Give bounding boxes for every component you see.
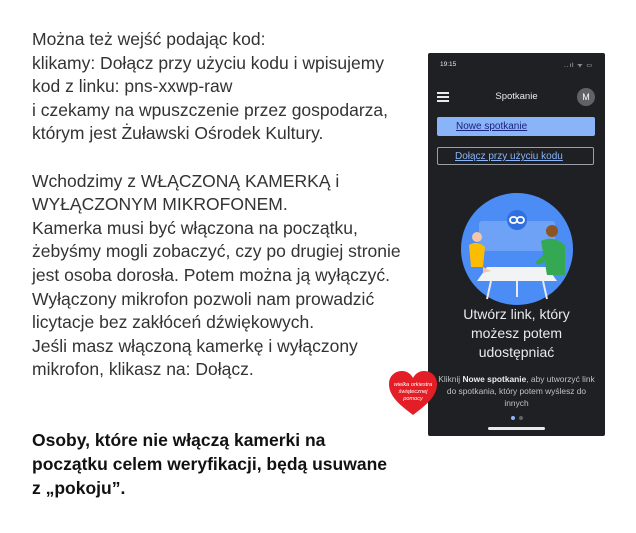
desc-bold: Nowe spotkanie [462, 374, 527, 384]
svg-text:wielka orkiestra: wielka orkiestra [393, 382, 433, 388]
join-with-code-button[interactable]: Dołącz przy użyciu kodu [437, 147, 594, 165]
app-title: Spotkanie [495, 91, 538, 102]
intro-line-4: i czekamy na wpuszczenie przez gospodarza, [32, 99, 389, 120]
instruction-line-5: jest osoba dorosła. Potem można ją wyłączyć. [32, 264, 390, 285]
phone-screenshot [428, 53, 605, 436]
instruction-line-6: Wyłączony mikrofon pozwoli nam prowadzić [32, 288, 375, 309]
desc-rest: , aby utworzyć link do spotkania, który potem wyślesz do innych [446, 374, 595, 408]
wifi-icon: ..ıl ᯤ ▭ [564, 63, 593, 69]
instruction-line-8: Jeśli masz włączoną kamerkę i wyłączony [32, 335, 358, 356]
carousel-dot-1[interactable] [511, 416, 515, 420]
intro-line-1: Można też wejść podając kod: [32, 29, 266, 49]
headline-line-3: udostępniać [478, 344, 555, 360]
instruction-line-7: licytacje bez zakłóceń dźwiękowych. [32, 312, 315, 333]
wosp-heart-logo [387, 369, 439, 417]
warning-line-2: początku celem weryfikacji, będą usuwane [32, 454, 387, 474]
avatar[interactable]: M [577, 88, 595, 106]
status-bar [428, 53, 605, 75]
instruction-line-4: żebyśmy mogli zobaczyć, czy po drugiej stronie [32, 241, 401, 262]
home-indicator [488, 427, 545, 430]
new-meeting-button[interactable]: Nowe spotkanie [437, 117, 595, 136]
svg-text:pomocy: pomocy [403, 396, 423, 402]
warning-line-1: Osoby, które nie włączą kamerki na [32, 430, 326, 450]
paragraph-gap [32, 146, 422, 170]
promo-description [434, 373, 599, 408]
meeting-illustration [461, 193, 573, 305]
instruction-line-9: mikrofon, klikasz na: Dołącz. [32, 359, 254, 380]
status-time: 19:15 [440, 61, 457, 68]
desc-prefix: Kliknij [438, 374, 463, 384]
instructions-text [32, 28, 422, 382]
carousel-dot-2[interactable] [519, 416, 523, 420]
app-bar [428, 85, 605, 111]
intro-line-5: którym jest Żuławski Ośrodek Kultury. [32, 123, 324, 144]
warning-line-3: z „pokoju”. [32, 478, 126, 498]
instruction-line-3: Kamerka musi być włączona na początku, [32, 217, 358, 238]
camera-warning [32, 428, 432, 500]
intro-line-2: klikamy: Dołącz przy użyciu kodu i wpisujemy [32, 52, 385, 73]
instruction-line-1: Wchodzimy z WŁĄCZONĄ KAMERKĄ i [32, 170, 340, 191]
instruction-line-2: WYŁĄCZONYM MIKROFONEM. [32, 194, 288, 215]
headline-line-1: Utwórz link, który [463, 306, 570, 322]
intro-line-3: kod z linku: pns-xxwp-raw [32, 76, 233, 97]
promo-headline [428, 305, 605, 362]
carousel-dots [428, 407, 605, 425]
headline-line-2: możesz potem [470, 325, 563, 341]
svg-text:świątecznej: świątecznej [398, 389, 428, 395]
